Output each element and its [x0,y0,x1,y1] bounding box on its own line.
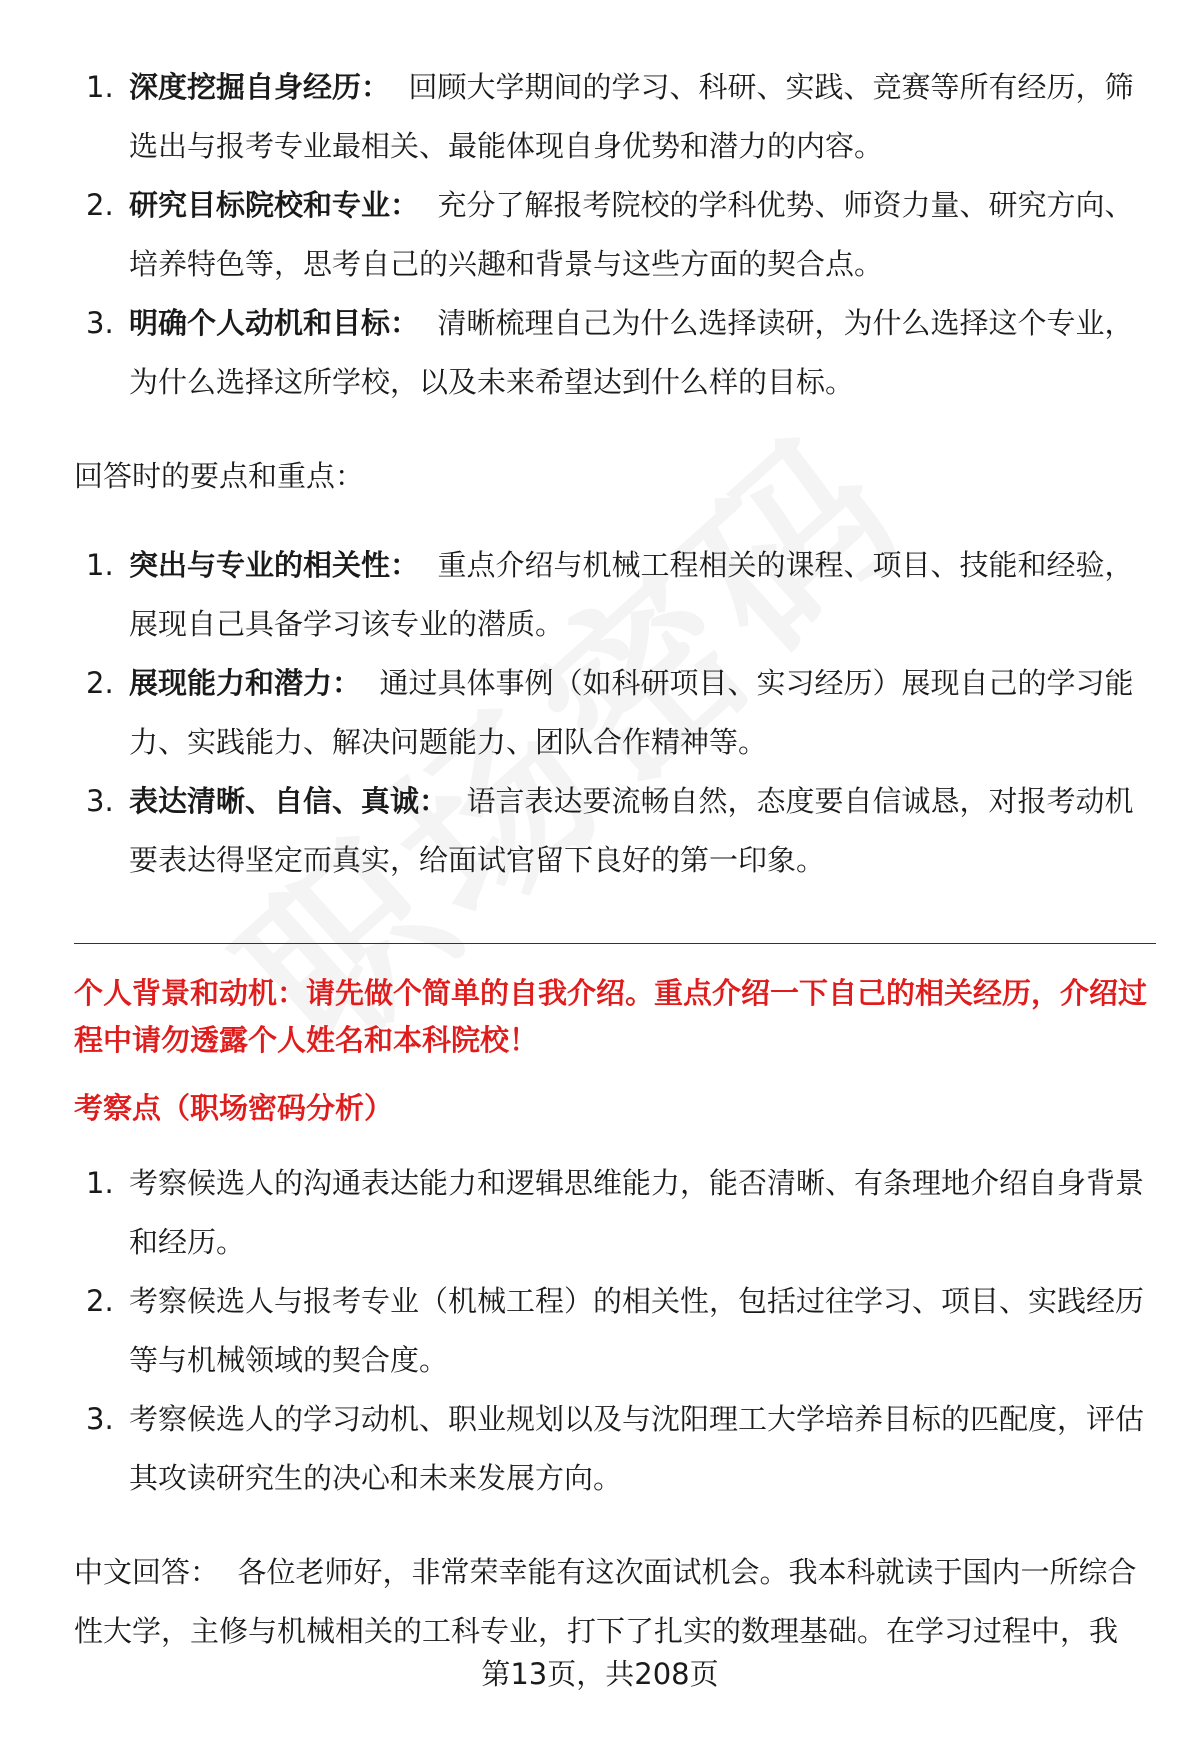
list-item-title: 研究目标院校和专业： [129,188,420,222]
list-item [76,58,1156,176]
list-item [76,1390,1156,1508]
list-item-title: 明确个人动机和目标： [129,306,420,340]
list-number: 2. [86,188,114,222]
list-item-text: 清晰梳理自己为什么选择读研，为什么选择这个专业，为什么选择这所学校，以及未来希望达到什么样的目标。 [129,306,1134,399]
page-number: 第13页，共208页 [481,1657,719,1691]
list-item-text: 通过具体事例（如科研项目、实习经历）展现自己的学习能力、实践能力、解决问题能力、团队合作精神等。 [129,666,1134,759]
list-item [76,536,1156,654]
list-item-title: 展现能力和潜力： [129,666,362,700]
list-item [76,176,1156,294]
section-divider [74,943,1156,944]
preparation-list [76,58,1156,412]
list-item [76,294,1156,412]
list-number: 1. [86,548,114,582]
list-item-text: 语言表达要流畅自然，态度要自信诚恳，对报考动机要表达得坚定而真实，给面试官留下良好的第一印象。 [129,784,1134,877]
answer-text: 各位老师好，非常荣幸能有这次面试机会。我本科就读于国内一所综合性大学，主修与机械相关的工科专业，打下了扎实的数理基础。在学习过程中，我 [74,1555,1137,1648]
answer-label: 中文回答： [74,1555,220,1589]
interview-question: 个人背景和动机：请先做个简单的自我介绍。重点介绍一下自己的相关经历，介绍过程中请勿透露个人姓名和本科院校！ [74,976,1148,1057]
list-number: 3. [86,306,114,340]
list-item [76,772,1156,890]
list-item [76,1272,1156,1390]
analysis-list [76,1154,1156,1508]
analysis-heading: 考察点（职场密码分析） [74,1091,394,1125]
list-item-text: 重点介绍与机械工程相关的课程、项目、技能和经验，展现自己具备学习该专业的潜质。 [129,548,1134,641]
list-item [76,654,1156,772]
list-item-title: 突出与专业的相关性： [129,548,420,582]
list-number: 3. [86,784,114,818]
list-number: 1. [86,70,114,104]
list-item-title: 深度挖掘自身经历： [129,70,391,104]
answer-paragraph [74,1543,1156,1661]
list-item-text: 考察候选人的学习动机、职业规划以及与沈阳理工大学培养目标的匹配度，评估其攻读研究生的决心和未来发展方向。 [129,1402,1145,1495]
list-item-text: 考察候选人与报考专业（机械工程）的相关性，包括过往学习、项目、实践经历等与机械领域的契合度。 [129,1284,1145,1377]
key-points-list [76,536,1156,890]
list-number: 1. [86,1166,114,1200]
list-item-text: 充分了解报考院校的学科优势、师资力量、研究方向、培养特色等，思考自己的兴趣和背景与这些方面的契合点。 [129,188,1134,281]
list-item-title: 表达清晰、自信、真诚： [129,784,449,818]
list-number: 2. [86,666,114,700]
list-item [76,1154,1156,1272]
list-item-text: 回顾大学期间的学习、科研、实践、竞赛等所有经历，筛选出与报考专业最相关、最能体现自身优势和潜力的内容。 [129,70,1134,163]
key-points-heading: 回答时的要点和重点： [74,459,365,493]
list-number: 3. [86,1402,114,1436]
list-item-text: 考察候选人的沟通表达能力和逻辑思维能力，能否清晰、有条理地介绍自身背景和经历。 [129,1166,1145,1259]
list-number: 2. [86,1284,114,1318]
